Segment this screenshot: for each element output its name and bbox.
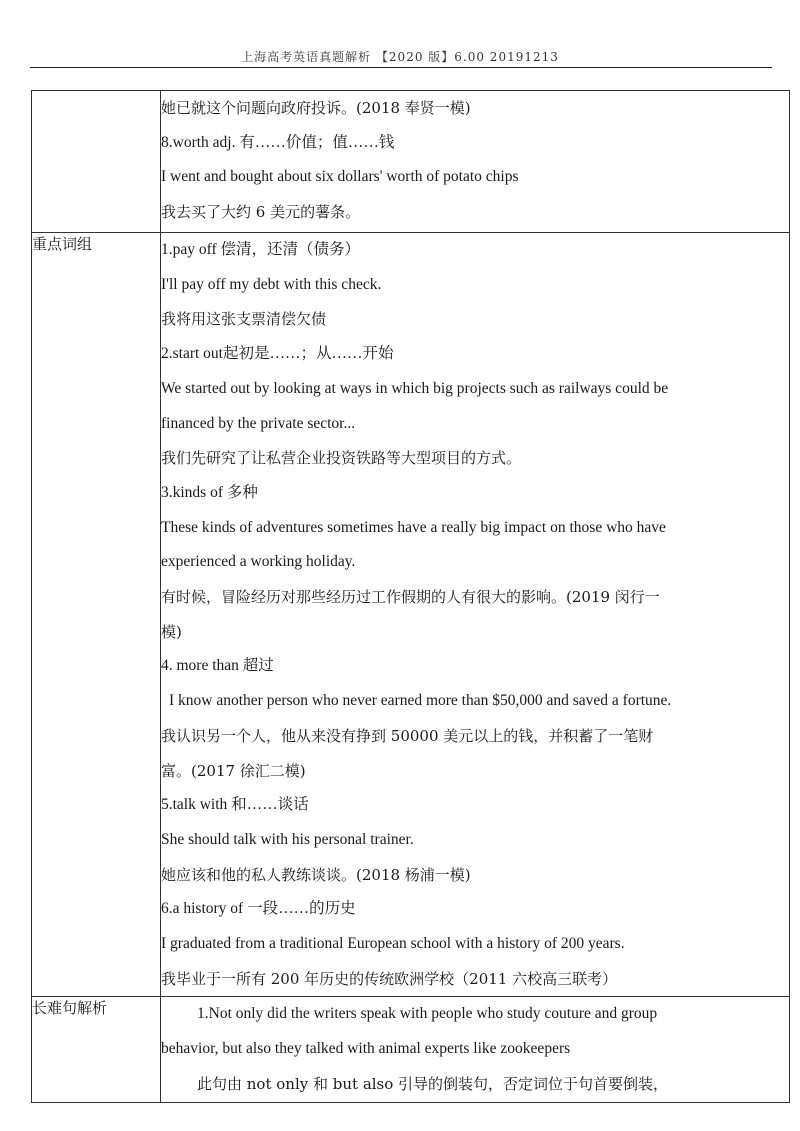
text-line: 她已就这个问题向政府投诉。(2018 奉贤一模) <box>161 99 471 117</box>
row-content <box>161 91 790 233</box>
row-content <box>161 997 790 1102</box>
row-label <box>32 91 161 233</box>
page-header: 上海高考英语真题解析 【2020 版】6.00 20191213 <box>241 50 559 64</box>
text-line: 我毕业于一所有 200 年历史的传统欧洲学校（2011 六校高三联考） <box>161 969 618 988</box>
text-line: 6.a history of 一段……的历史 <box>161 900 356 918</box>
content-table <box>31 90 790 1103</box>
text-line: I graduated from a traditional European school with a history of 200 years. <box>161 935 625 953</box>
text-line: 5.talk with 和……谈话 <box>161 796 309 814</box>
text-line: 3.kinds of 多种 <box>161 483 258 501</box>
text-line: 富。(2017 徐汇二模) <box>161 761 306 780</box>
text-line: 我认识另一个人，他从来没有挣到 50000 美元以上的钱，并积蓄了一笔财 <box>161 726 654 745</box>
text-line: 8.worth adj. 有……价值；值……钱 <box>161 133 395 151</box>
text-line: 我将用这张支票清偿欠债 <box>161 310 327 329</box>
table-row <box>32 997 790 1102</box>
text-line: 我们先研究了让私营企业投资铁路等大型项目的方式。 <box>161 449 522 468</box>
header-rule <box>30 67 772 68</box>
text-line: We started out by looking at ways in which big projects such as railways could be <box>161 379 669 397</box>
text-line: She should talk with his personal trainer. <box>161 830 414 848</box>
text-line: I went and bought about six dollars' worth of potato chips <box>161 168 519 186</box>
text-line: experienced a working holiday. <box>161 553 356 571</box>
text-line: 有时候，冒险经历对那些经历过工作假期的人有很大的影响。(2019 闵行一 <box>161 588 660 607</box>
row-label: 重点词组 <box>32 233 161 997</box>
text-line: I'll pay off my debt with this check. <box>161 275 382 293</box>
text-line: 4. more than 超过 <box>161 657 274 675</box>
row-label: 长难句解析 <box>32 997 161 1102</box>
text-line: financed by the private sector... <box>161 414 356 432</box>
text-line: 她应该和他的私人教练谈谈。(2018 杨浦一模) <box>161 865 471 884</box>
table-row <box>32 233 790 997</box>
table-row <box>32 91 790 233</box>
text-line: These kinds of adventures sometimes have a really big impact on those who have <box>161 518 666 536</box>
text-line: 模) <box>161 622 182 641</box>
row-content <box>161 233 790 997</box>
text-line: 2.start out起初是……；从……开始 <box>161 345 394 363</box>
text-line: behavior, but also they talked with animal experts like zookeepers <box>161 1040 571 1058</box>
text-line: 1.pay off 偿清，还清（债务） <box>161 241 361 258</box>
text-line: 1.Not only did the writers speak with people who study couture and group <box>197 1005 658 1023</box>
text-line: I know another person who never earned more than $50,000 and saved a fortune. <box>169 692 672 710</box>
text-line: 我去买了大约 6 美元的薯条。 <box>161 203 361 222</box>
text-line: 此句由 not only 和 but also 引导的倒装句，否定词位于句首要倒装， <box>197 1074 669 1093</box>
